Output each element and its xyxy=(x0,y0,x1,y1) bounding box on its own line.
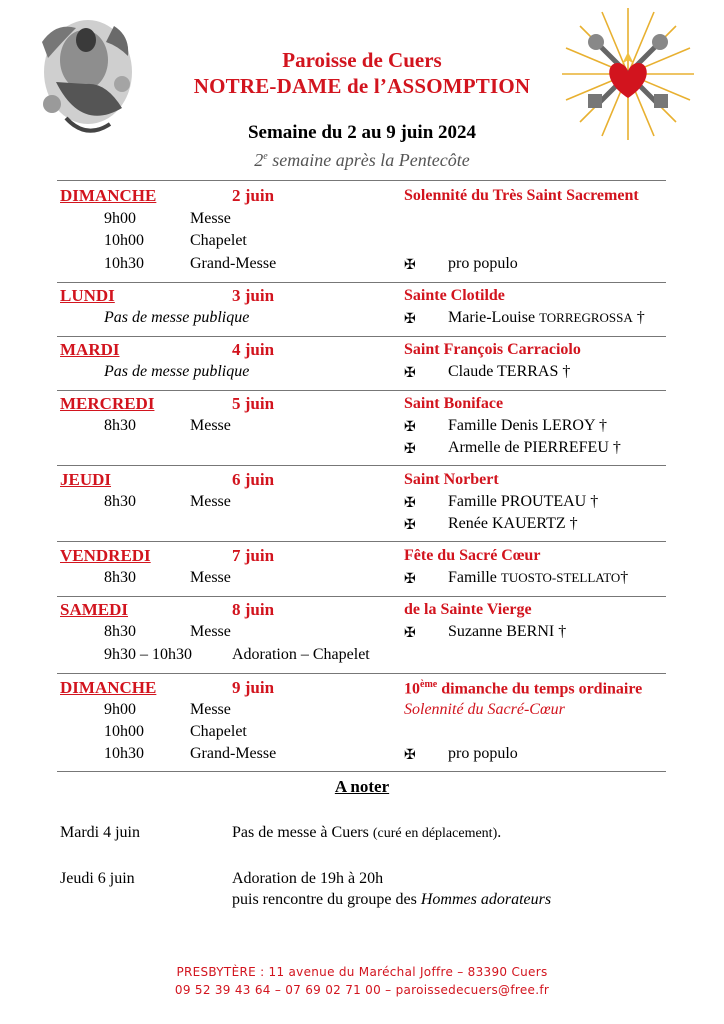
note-date: Mardi 4 juin xyxy=(60,824,140,841)
divider xyxy=(57,771,666,772)
service-name: Messe xyxy=(190,701,231,718)
day-date: 5 juin xyxy=(232,394,275,413)
mass-intention: Famille Denis LEROY † xyxy=(448,417,607,434)
notes-title: A noter xyxy=(334,777,390,796)
feast-name: Fête du Sacré Cœur xyxy=(404,547,541,564)
cross-icon: ✠ xyxy=(404,572,416,587)
day-date: 8 juin xyxy=(232,600,275,619)
mass-intention: Armelle de PIERREFEU † xyxy=(448,439,621,456)
divider xyxy=(57,282,666,283)
mass-intention: Famille PROUTEAU † xyxy=(448,493,599,510)
cross-icon: ✠ xyxy=(404,442,416,457)
mass-time: 8h30 xyxy=(104,569,136,586)
divider xyxy=(57,596,666,597)
parish-title: Paroisse de Cuers xyxy=(282,48,442,72)
service-name: Chapelet xyxy=(190,723,247,740)
day-name: MERCREDI xyxy=(60,394,155,413)
feast-name: de la Sainte Vierge xyxy=(404,601,532,618)
service-name: Messe xyxy=(190,493,231,510)
footer-contact: 09 52 39 43 64 – 07 69 02 71 00 – paroissedecuers@free.fr xyxy=(174,983,550,997)
feast-name: 10ème dimanche du temps ordinaire xyxy=(404,679,643,698)
footer-address: PRESBYTÈRE : 11 avenue du Maréchal Joffre – 83390 Cuers xyxy=(176,965,548,979)
mass-intention: Claude TERRAS † xyxy=(448,363,571,380)
mass-intention: pro populo xyxy=(448,255,518,272)
service-name: Grand-Messe xyxy=(190,745,277,762)
service-name: Adoration – Chapelet xyxy=(232,646,370,663)
mass-time: 9h00 xyxy=(104,701,136,718)
mass-intention: pro populo xyxy=(448,745,518,762)
day-name: MARDI xyxy=(60,340,120,359)
day-name: JEUDI xyxy=(60,470,112,489)
mass-time: 8h30 xyxy=(104,623,136,640)
mass-time: 8h30 xyxy=(104,493,136,510)
mass-intention: Suzanne BERNI † xyxy=(448,623,567,640)
day-name: SAMEDI xyxy=(60,600,129,619)
note-text-continued: puis rencontre du groupe des Hommes adorateurs xyxy=(232,891,552,908)
day-name: VENDREDI xyxy=(60,546,151,565)
mass-intention: Marie-Louise TORREGROSSA † xyxy=(448,309,645,326)
feast-name: Saint François Carraciolo xyxy=(404,341,581,358)
day-note: Pas de messe publique xyxy=(104,309,250,326)
feast-name: Saint Boniface xyxy=(404,395,504,412)
day-date: 2 juin xyxy=(232,186,275,205)
cross-icon: ✠ xyxy=(404,748,416,763)
feast-name-secondary: Solennité du Sacré-Cœur xyxy=(404,701,565,718)
service-time: 9h30 – 10h30 xyxy=(104,646,192,663)
feast-name: Sainte Clotilde xyxy=(404,287,505,304)
mass-intention: Famille TUOSTO-STELLATO† xyxy=(448,569,629,586)
day-date: 6 juin xyxy=(232,470,275,489)
liturgical-week-subtitle: 2e semaine après la Pentecôte xyxy=(254,150,470,170)
service-name: Messe xyxy=(190,623,231,640)
mass-time: 10h30 xyxy=(104,745,144,762)
day-name: DIMANCHE xyxy=(60,678,157,697)
church-title: NOTRE-DAME de l’ASSOMPTION xyxy=(193,74,531,98)
mass-time: 8h30 xyxy=(104,417,136,434)
day-name: LUNDI xyxy=(60,286,115,305)
note-date: Jeudi 6 juin xyxy=(60,870,135,887)
service-name: Messe xyxy=(190,417,231,434)
day-date: 4 juin xyxy=(232,340,275,359)
mass-time: 9h00 xyxy=(104,210,136,227)
divider xyxy=(57,180,666,181)
cross-icon: ✠ xyxy=(404,420,416,435)
cross-icon: ✠ xyxy=(404,626,416,641)
divider xyxy=(57,465,666,466)
cross-icon: ✠ xyxy=(404,258,416,273)
day-note: Pas de messe publique xyxy=(104,363,250,380)
service-name: Messe xyxy=(190,210,231,227)
feast-name: Saint Norbert xyxy=(404,471,499,488)
day-name: DIMANCHE xyxy=(60,186,157,205)
service-name: Chapelet xyxy=(190,232,247,249)
cross-icon: ✠ xyxy=(404,366,416,381)
day-date: 3 juin xyxy=(232,286,275,305)
cross-icon: ✠ xyxy=(404,496,416,511)
day-date: 9 juin xyxy=(232,678,275,697)
cross-icon: ✠ xyxy=(404,518,416,533)
week-heading: Semaine du 2 au 9 juin 2024 xyxy=(247,122,477,143)
mass-time: 10h00 xyxy=(104,232,144,249)
mass-intention: Renée KAUERTZ † xyxy=(448,515,578,532)
cross-icon: ✠ xyxy=(404,312,416,327)
mass-time: 10h30 xyxy=(104,255,144,272)
divider xyxy=(57,336,666,337)
divider xyxy=(57,390,666,391)
divider xyxy=(57,541,666,542)
feast-name: Solennité du Très Saint Sacrement xyxy=(404,187,639,204)
note-text: Pas de messe à Cuers (curé en déplacement). xyxy=(232,824,502,841)
mass-time: 10h00 xyxy=(104,723,144,740)
service-name: Messe xyxy=(190,569,231,586)
note-text: Adoration de 19h à 20h xyxy=(232,870,384,887)
service-name: Grand-Messe xyxy=(190,255,277,272)
day-date: 7 juin xyxy=(232,546,275,565)
divider xyxy=(57,673,666,674)
